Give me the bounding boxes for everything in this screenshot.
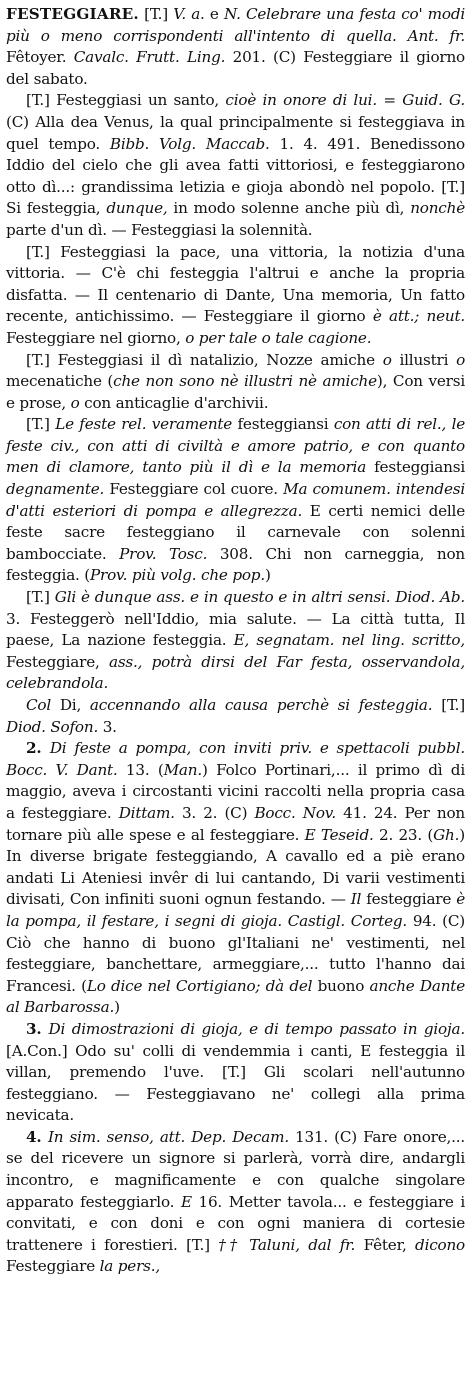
text-run: 16. Metter tavola... e festeggiare i convitati, e con doni e con ogni maniera di cortesie trattenere i forestieri. [T.] xyxy=(6,1192,466,1254)
text-run: è la pompa, il festare, i segni di gioja. Castigl. Corteg. xyxy=(6,890,465,930)
text-run: ass., potrà dirsi del Far festa, osservandola, celebrandola. xyxy=(6,652,465,693)
text-run: 2. 23. ( xyxy=(373,825,434,844)
text-run: E certi nemici delle feste sacre festeggiano il carnevale con solenni bambocciate. xyxy=(6,501,465,563)
text-run: 131. (C) Fare onore,... se del ricevere un signore si parlerà, vorrà dire, andargli incontro, e magnificamente e con qualche singolare apparato festeggiarlo. xyxy=(6,1127,465,1211)
text-run: Man. xyxy=(163,760,202,779)
text-run: †† Taluni, dal fr. xyxy=(218,1235,356,1254)
text-run: Prov. più volg. che pop. xyxy=(90,566,265,585)
text-run: e xyxy=(204,5,224,23)
text-run: [T.] Festeggiasi il dì natalizio, Nozze amiche xyxy=(26,350,383,369)
text-run: ) xyxy=(264,566,271,585)
text-run: Festeggiare, xyxy=(6,652,109,671)
text-run: parte d'un dì. — Festeggiasi la solennità. xyxy=(6,220,313,239)
text-run: Dittam. xyxy=(118,803,175,822)
entry-paragraph xyxy=(6,695,465,738)
text-run: festeggiare xyxy=(361,890,457,909)
text-run: Di, xyxy=(51,696,90,714)
sense-number: 4. xyxy=(26,1127,48,1146)
entry-paragraph xyxy=(6,414,465,587)
text-run: Bibb. Volg. Maccab. xyxy=(109,134,270,153)
text-run: anche Dante al Barbarossa. xyxy=(6,976,466,1017)
text-run: E xyxy=(180,1192,192,1211)
text-run: o xyxy=(70,393,80,412)
text-run: 3. Festeggerò nell'Iddio, mia salute. — La città tutta, Il paese, La nazione festeggia. xyxy=(6,609,465,650)
text-run: cioè in onore di lui. xyxy=(225,91,377,110)
text-run: E, segnatam. nel ling. scritto, xyxy=(233,631,465,650)
entry-paragraph xyxy=(6,90,465,241)
text-run: E Teseid. xyxy=(304,825,374,844)
text-run: [T.] xyxy=(26,415,56,434)
text-run: 1. 4. 491. Benedissono Iddio del cielo che gli avea fatti vittoriosi, e festeggiarono otto dì...: grandissima letizia e gioja abondò nel popolo. [T.] Si festeggia, xyxy=(6,134,465,218)
text-run: o xyxy=(456,350,466,369)
text-run: festeggiansi xyxy=(366,458,465,477)
text-run: 308. Chi non carneggia, non festeggia. ( xyxy=(6,544,465,585)
text-run: ), Con versi e prose, xyxy=(6,372,465,412)
entry-paragraph xyxy=(6,587,465,695)
text-run: o xyxy=(382,350,392,369)
text-run: Festeggiare nel giorno, xyxy=(6,328,186,347)
text-run: Di feste a pompa, con inviti priv. e spettacoli pubbl. Bocc. V. Dant. xyxy=(6,739,465,779)
text-run: Festeggiare xyxy=(6,1257,100,1276)
text-run: o per tale o tale cagione. xyxy=(185,328,372,347)
text-run: dicono xyxy=(415,1235,466,1254)
text-run: 3. xyxy=(98,717,117,736)
text-run: [T.] xyxy=(432,696,465,714)
text-run: la pers., xyxy=(99,1257,160,1276)
text-run: accennando alla causa perchè si festeggia. xyxy=(89,696,433,714)
headword: FESTEGGIARE. xyxy=(6,5,139,23)
text-run: Le feste rel. veramente xyxy=(55,415,233,434)
text-run: 41. 24. Per non tornare più alle spese e al festeggiare. xyxy=(6,803,465,844)
entry-paragraph xyxy=(6,738,465,1019)
text-run: con atti di rel., le feste civ., con atti di civiltà e amore patrio, e con quanto men di clamore, tanto più il dì e la memoria xyxy=(6,415,466,477)
text-run: che non sono nè illustri nè amiche xyxy=(113,372,377,391)
dictionary-entry-festeggiare xyxy=(6,4,465,1278)
text-run: Fêtoyer. xyxy=(6,48,74,67)
text-run: nonchè xyxy=(410,199,465,218)
entry-paragraph xyxy=(6,350,465,415)
text-run: Il xyxy=(350,890,362,909)
sense-number: 3. xyxy=(26,1019,49,1038)
text-run: Di dimostrazioni di gioja, e di tempo passato in gioja. xyxy=(48,1019,465,1038)
entry-paragraph xyxy=(6,1127,465,1278)
text-run: [T.] Festeggiasi un santo, xyxy=(26,91,226,110)
text-run: è att.; neut. xyxy=(372,307,465,326)
text-run: Festeggiare col cuore. xyxy=(104,480,284,499)
text-run: Col xyxy=(26,696,52,714)
text-run: ) xyxy=(114,998,120,1017)
text-run: Gh. xyxy=(433,825,460,844)
text-run: [T.] xyxy=(138,5,174,23)
text-run: [A.Con.] Odo su' colli di vendemmia i canti, E festeggia il villan, premendo l'uve. [T.] Gli scolari nell'autunno festeggiano. — Festeggiavano ne' collegi alla prima nevicata. xyxy=(6,1041,465,1125)
entry-paragraph xyxy=(6,4,465,90)
text-run: ) In diverse brigate festeggiando, A cavallo ed a piè erano andati Li Ateniesi invêr di lui cantando, Di varii vestimenti divisati, Con infiniti suoni ognun festando. — xyxy=(6,825,465,909)
text-run: mecenatiche ( xyxy=(6,372,114,391)
text-run: con anticaglie d'archivii. xyxy=(79,393,269,412)
text-run: festeggiansi xyxy=(232,415,334,434)
text-run: dunque, xyxy=(106,199,168,218)
text-run: 3. 2. (C) xyxy=(174,803,255,822)
text-run: V. a. xyxy=(173,5,205,23)
text-run: Lo dice nel Cortigiano; dà del xyxy=(86,976,313,995)
entry-paragraph xyxy=(6,1019,465,1127)
text-run: Guid. G. xyxy=(402,91,466,110)
text-run: Ma comunem. intendesi d'atti esteriori di pompa e allegrezza. xyxy=(6,480,465,520)
text-run: ) Folco Portinari,... il primo dì di maggio, aveva i circostanti vicini raccolti nella propria casa a festeggiare. xyxy=(6,760,465,822)
text-run: 201. (C) Festeggiare il giorno del sabato. xyxy=(6,48,465,88)
text-run: Cavalc. Frutt. Ling. xyxy=(73,48,226,67)
text-run: Gli è dunque ass. e in questo e in altri sensi. Diod. Ab. xyxy=(54,588,465,607)
text-run: [T.] xyxy=(26,588,55,607)
text-run: degnamente. xyxy=(6,480,105,499)
text-run: Bocc. Nov. xyxy=(254,803,336,822)
text-run: = xyxy=(376,91,403,110)
text-run: [T.] Festeggiasi la pace, una vittoria, la notizia d'una vittoria. — C'è chi festeggia l'altrui e anche la propria disfatta. — Il centenario di Dante, Una memoria, Un fatto recente, antichissimo. — Festeggiare il giorno xyxy=(6,242,465,326)
text-run: In sim. senso, att. Dep. Decam. xyxy=(48,1127,289,1146)
text-run: (C) Alla dea Venus, la qual principalmente si festeggiava in quel tempo. xyxy=(6,112,465,153)
entry-paragraph xyxy=(6,242,465,350)
text-run: Prov. Tosc. xyxy=(119,544,208,563)
text-run: buono xyxy=(312,976,370,995)
text-run: 94. (C) Ciò che hanno di buono gl'Italiani ne' vestimenti, nel festeggiare, banchettare, armeggiare,... tutto l'hanno dai Francesi. ( xyxy=(6,911,466,995)
text-run: 13. ( xyxy=(117,760,164,779)
text-run: Fêter, xyxy=(355,1235,416,1254)
text-run: N. Celebrare una festa co' modi più o meno corrispondenti all'intento di quella. Ant. fr. xyxy=(6,5,465,45)
sense-number: 2. xyxy=(26,739,50,758)
text-run: in modo solenne anche più dì, xyxy=(167,199,411,218)
text-run: illustri xyxy=(391,350,457,369)
text-run: Diod. Sofon. xyxy=(6,717,99,736)
